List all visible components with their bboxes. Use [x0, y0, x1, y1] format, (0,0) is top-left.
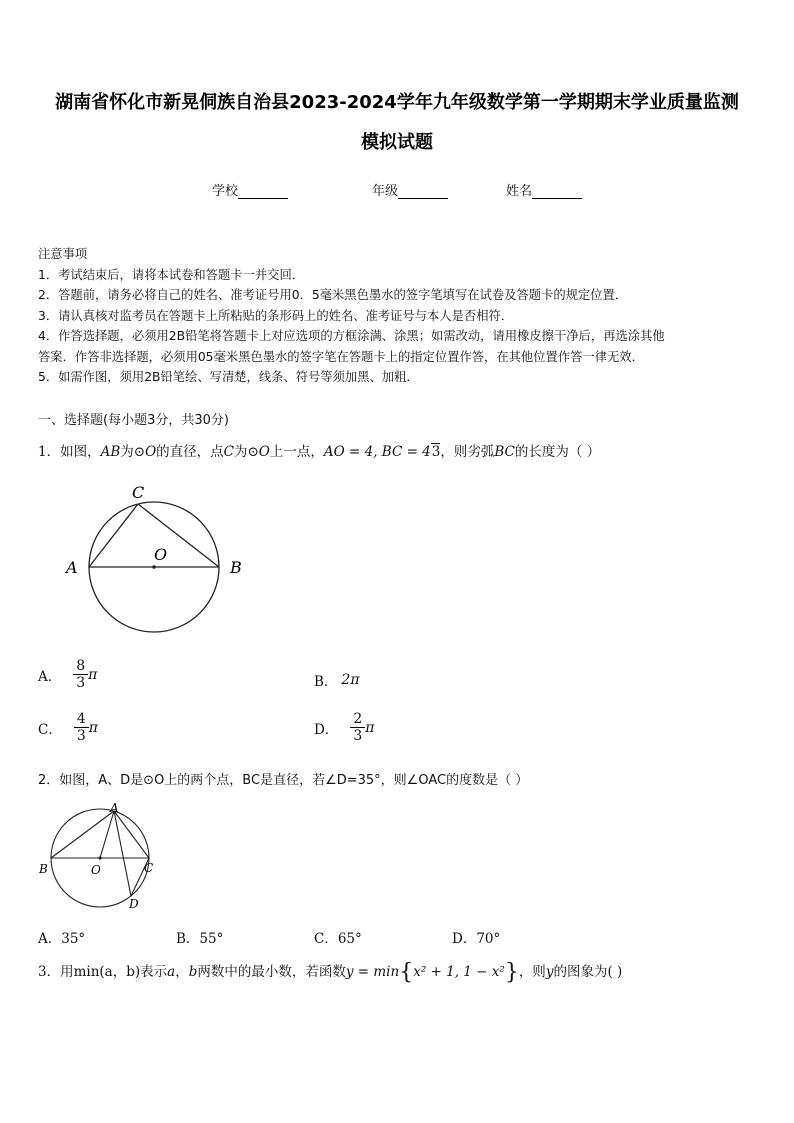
q3-inner-expr: x² + 1, 1 − x²: [413, 964, 505, 980]
question-3-text: [38, 960, 622, 985]
q3-text: 两数中的最小数，若函数: [197, 964, 346, 980]
note-item: 1．考试结束后，请将本试卷和答题卡一并交回．: [38, 267, 305, 282]
q1-text: 如图，: [60, 444, 101, 460]
school-field: [212, 180, 288, 199]
numerator: 4: [74, 711, 89, 728]
q3-text: 的图象为( ): [553, 964, 623, 980]
name-field: [506, 180, 582, 199]
q1-label-b: B: [230, 558, 242, 577]
note-item: 4．作答选择题，必须用2B铅笔将答题卡上对应选项的方框涂满、涂黑；如需改动，请用橡皮擦干净后，再选涂其他: [38, 329, 665, 343]
note-item: 答案．作答非选择题，必须用05毫米黑色墨水的签字笔在答题卡上的指定位置作答，在其他位置作答一律无效．: [38, 349, 644, 364]
note-item: 3．请认真核对监考员在答题卡上所粘贴的条形码上的姓名、准考证号与本人是否相符．: [38, 308, 514, 323]
question-1-text: [38, 440, 600, 460]
q3-text: ，则: [518, 964, 546, 980]
option-letter: C．: [38, 721, 62, 738]
question-2-text: 2．如图，A、D是⊙O上的两个点，BC是直径，若∠D=35°，则∠OAC的度数是（ ）: [38, 773, 529, 788]
q3-brace-open: {: [399, 960, 414, 985]
q1-sqrt: 3: [431, 444, 441, 460]
q2-option-a[interactable]: A．35°: [38, 931, 86, 947]
q1-option-a[interactable]: [38, 658, 97, 691]
option-value: 2π: [341, 672, 360, 688]
q1-label-a: A: [66, 558, 78, 577]
pi-symbol: π: [88, 666, 98, 683]
q3-text: 3．用: [38, 964, 74, 980]
school-blank: [238, 184, 288, 199]
denominator: 3: [76, 728, 86, 744]
q1-option-c[interactable]: [38, 711, 98, 744]
q1-label-c: C: [132, 483, 145, 502]
denominator: 3: [353, 728, 363, 744]
q1-arc: BC: [494, 444, 515, 460]
q2-label-a: A: [110, 801, 119, 815]
fraction: [350, 711, 365, 744]
q2-circle-figure: [34, 800, 164, 915]
q1-circle-symbol: ⊙O: [247, 444, 270, 460]
q3-var-a: a: [167, 964, 176, 980]
q1-circle-figure: [58, 478, 258, 658]
page-title-line1: 湖南省怀化市新晃侗族自治县2023-2024学年九年级数学第一学期期末学业质量监测: [55, 92, 739, 113]
name-label: 姓名: [506, 184, 533, 199]
q2-label-o: O: [91, 863, 101, 877]
fraction: [74, 711, 89, 744]
note-item: 2．答题前，请务必将自己的姓名、准考证号用0．5毫米黑色墨水的签字笔填写在试卷及答题卡的规定位置．: [38, 288, 628, 302]
q1-ab: AB: [100, 444, 121, 460]
q2-option-d[interactable]: D．70°: [452, 931, 501, 947]
notes-block: [38, 244, 758, 388]
grade-blank: [398, 184, 448, 199]
q3-var-y: y: [545, 964, 554, 980]
note-item: 5．如需作图，须用2B铅笔绘、写清楚，线条、符号等须加黑、加粗．: [38, 370, 419, 384]
pi-symbol: π: [365, 719, 375, 736]
q1-condition: AO = 4, BC = 4: [323, 444, 431, 460]
q2-label-b: B: [39, 862, 48, 876]
numerator: 8: [73, 658, 88, 675]
q1-text: 为: [120, 444, 134, 460]
q2-label-c: C: [144, 861, 154, 875]
name-blank: [532, 184, 582, 199]
q1-text: ，则劣弧: [440, 444, 495, 460]
pi-symbol: π: [88, 719, 98, 736]
q1-text: 上一点，: [269, 444, 324, 460]
q1-text: 的直径，点: [156, 444, 224, 460]
option-letter: D．: [314, 721, 339, 738]
q1-circle-symbol: ⊙O: [133, 444, 157, 460]
school-label: 学校: [212, 184, 239, 199]
q3-min-expr: min(a，b): [73, 964, 141, 980]
q1-text: 的长度为（ ）: [514, 444, 601, 460]
q3-var-b: b: [188, 964, 198, 980]
q1-label-o: O: [154, 545, 168, 564]
q2-option-c[interactable]: C．65°: [314, 931, 362, 947]
grade-field: [372, 180, 448, 199]
q3-text: 表示: [140, 964, 168, 980]
q3-text: ，: [175, 964, 189, 980]
option-letter: A．: [38, 668, 62, 685]
q1-text: 为: [234, 444, 248, 460]
q3-function: y = min: [345, 964, 400, 980]
page-title-line2: 模拟试题: [361, 132, 433, 153]
fraction: [73, 658, 88, 691]
grade-label: 年级: [372, 184, 399, 199]
q1-point-c: C: [223, 444, 234, 460]
q1-number: 1．: [38, 444, 61, 460]
q2-option-b[interactable]: B．55°: [176, 931, 224, 947]
numerator: 2: [350, 711, 365, 728]
denominator: 3: [76, 675, 86, 691]
section-heading: 一、选择题(每小题3分，共30分): [38, 413, 229, 428]
q2-label-d: D: [129, 897, 139, 911]
q1-option-d[interactable]: [314, 711, 374, 744]
q1-option-b[interactable]: [314, 670, 360, 690]
notes-heading: 注意事项: [38, 247, 88, 261]
option-letter: B．: [314, 674, 338, 690]
q3-brace-close: }: [504, 960, 519, 985]
